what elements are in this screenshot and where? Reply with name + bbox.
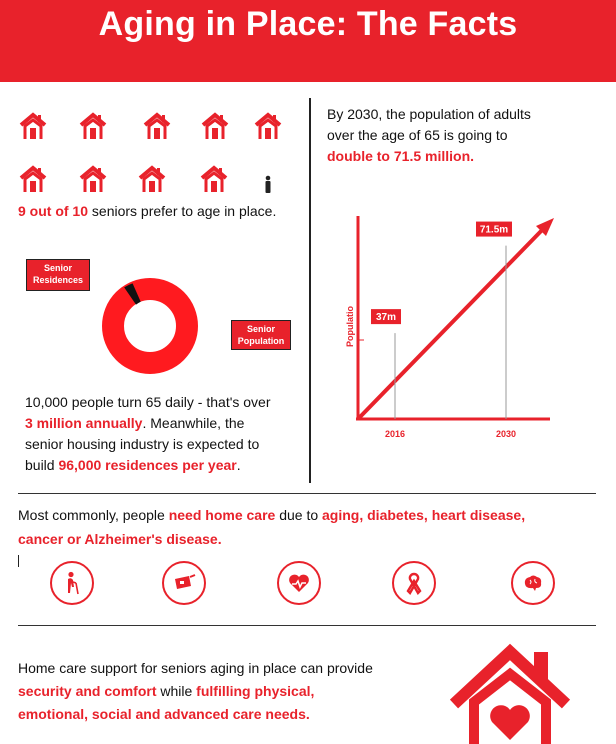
preference-text: [18, 201, 308, 222]
house-icon: [137, 164, 165, 192]
preference-rest: seniors prefer to age in place.: [88, 203, 277, 219]
homecare-highlight-2: aging, diabetes, heart disease,: [322, 507, 526, 523]
house-icon: [18, 111, 46, 139]
elderly-person-icon: [50, 561, 94, 605]
daily-highlight-2: 96,000 residences per year: [58, 457, 237, 473]
house-icon: [200, 111, 228, 139]
daily-line-4-pre: build: [25, 457, 59, 473]
support-text: [18, 657, 438, 726]
support-line-1: Home care support for seniors aging in place can provide: [18, 660, 373, 676]
data-label: 37m: [375, 312, 397, 324]
senior-population-ring: [113, 289, 187, 363]
daily-highlight-1: 3 million annually: [25, 415, 143, 431]
person-icon: [263, 175, 273, 193]
house-icon: [142, 111, 170, 139]
homecare-highlight-1: need home care: [168, 507, 276, 523]
preference-highlight: 9 out of 10: [18, 203, 89, 219]
support-highlight-3: emotional, social and advanced care needs.: [18, 706, 310, 722]
header-banner: [0, 0, 616, 82]
house-icon: [78, 111, 106, 139]
house-icon: [253, 111, 281, 139]
support-highlight-2: fulfilling physical,: [196, 683, 315, 699]
house-icon: [18, 164, 46, 192]
y-axis-label: Populatio: [345, 306, 355, 347]
x-tick-label: 2016: [384, 429, 406, 439]
growth-text: [327, 104, 607, 167]
heart-house-icon: [448, 640, 572, 744]
house-icon: [199, 164, 227, 192]
awareness-ribbon-icon: [392, 561, 436, 605]
daily-line-3: senior housing industry is expected to: [25, 436, 260, 452]
homecare-line-1-mid: due to: [275, 507, 323, 523]
divider-1: [18, 493, 596, 494]
divider-2: [18, 625, 596, 626]
vertical-divider: [309, 98, 311, 483]
support-line-2-mid: while: [156, 683, 197, 699]
growth-chart: [336, 212, 562, 446]
daily-line-2-rest: . Meanwhile, the: [142, 415, 245, 431]
growth-line-1: By 2030, the population of adults: [327, 106, 531, 122]
growth-highlight: double to 71.5 million.: [327, 148, 475, 164]
senior-donut-chart: [100, 276, 200, 376]
glucose-meter-icon: [162, 561, 206, 605]
homecare-highlight-3: cancer or Alzheimer's disease.: [18, 531, 222, 547]
population-label: Senior Population: [231, 320, 291, 350]
daily-line-1: 10,000 people turn 65 daily - that's over: [25, 394, 271, 410]
residences-label: Senior Residences: [26, 259, 90, 291]
homecare-text: [18, 503, 608, 551]
heart-rate-icon: [277, 561, 321, 605]
support-highlight-1: security and comfort: [18, 683, 157, 699]
page-title: Aging in Place: The Facts: [98, 5, 518, 43]
homecare-line-1-pre: Most commonly, people: [18, 507, 169, 523]
daily-stat-text: [25, 392, 305, 476]
growth-line-2: over the age of 65 is going to: [327, 127, 508, 143]
x-tick-label: 2030: [495, 429, 517, 439]
cursor-mark: [18, 555, 19, 567]
data-label: 71.5m: [479, 224, 509, 236]
brain-icon: [511, 561, 555, 605]
daily-line-4-post: .: [236, 457, 241, 473]
house-icon: [78, 164, 106, 192]
